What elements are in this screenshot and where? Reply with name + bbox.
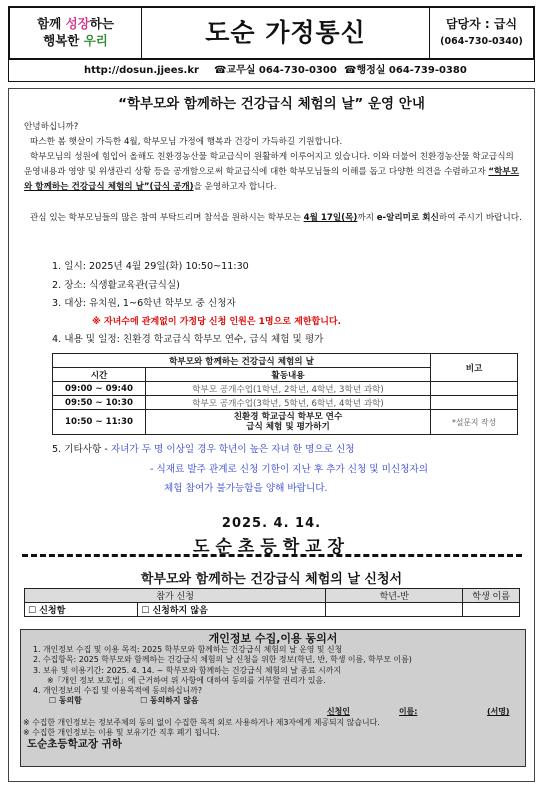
signature-label[interactable]: (서명) <box>487 706 510 716</box>
disagree-checkbox[interactable]: ☐ 동의하지 않음 <box>140 696 199 706</box>
admin-office-phone: ☎행정실 064-739-0380 <box>344 65 467 76</box>
agree-checkbox[interactable]: ☐ 동의함 <box>49 696 82 706</box>
slogan-highlight-us: 우리 <box>83 33 108 48</box>
newsletter-header <box>8 6 535 60</box>
col-grade-class: 학년-반 <box>326 589 463 603</box>
issue-date: 2025. 4. 14. <box>221 516 322 531</box>
event-name-emphasis: “학부모와 함께하는 건강급식 체험의 날”(급식 공개) <box>24 167 519 193</box>
schedule-col-activity: 활동내용 <box>146 368 431 382</box>
grade-class-field[interactable] <box>326 603 463 617</box>
item-place: 2. 장소: 식생활교육관(급식실) <box>52 280 180 291</box>
purpose-paragraph: 학부모님의 성원에 힘입어 올해도 친환경농산물 학교급식이 원활하게 이루어지고 있습니다. 이와 더불어 친환경농산물 학교급식의 운영내용과 영양 및 위생관리 상황 등을 공개함으로써 학교급식에 대한 학부모님들의 이해를 돕고 다양한 의견을 수렴하고자 “학부모와 함께하는 건강급식 체험의 날”(급식 공개)을 운영하고자 합니다. <box>24 152 519 193</box>
apply-no-checkbox[interactable]: ☐ 신청하지 않음 <box>138 603 326 617</box>
privacy-items: 2. 수집항목: 2025 학부모와 함께하는 건강급식 체험의 날 신청을 위한 정보(학년, 반, 학생 이름, 학부모 이름) <box>33 655 412 665</box>
col-student-name: 학생 이름 <box>463 589 520 603</box>
greeting: 안녕하십니까? <box>24 122 79 132</box>
manager-box <box>429 8 533 58</box>
privacy-purpose: 1. 개인정보 수집 및 이용 목적: 2025 학부모와 함께하는 건강급식 체험의 날 운영 및 신청 <box>33 645 343 654</box>
teachers-office-phone: ☎교무실 064-730-0300 <box>214 65 337 76</box>
application-table <box>24 588 520 617</box>
newsletter-title: 도순 가정통신 <box>205 18 366 47</box>
privacy-right-note: ※「개인 정보 보호법」에 근거하여 위 사항에 대하여 동의를 거부할 권리가 있음. <box>47 675 326 685</box>
privacy-period: 3. 보유 및 이용기간: 2025. 4. 14. ~ 학부모와 함께하는 건강급식 체험의 날 종료 시까지 <box>33 665 342 675</box>
table-row: 09:50 ~ 10:30 학부모 공개수업(3학년, 5학년, 6학년, 4학년 과학) <box>53 396 518 410</box>
privacy-consent-box <box>20 629 526 767</box>
manager-phone: (064-730-0340) <box>440 36 523 47</box>
item-other: 5. 기타사항 - 자녀가 두 명 이상일 경우 학년이 높은 자녀 한 명으로 신청 <box>52 444 355 455</box>
other-note-2a: - 식재료 발주 관계로 신청 기한이 지난 후 추가 신청 및 미신청자의 <box>150 464 428 475</box>
privacy-title: 개인정보 수집,이용 동의서 <box>208 632 338 645</box>
applicant-label: 신청인 <box>327 706 350 716</box>
cut-line <box>22 554 522 557</box>
limit-notice: ※ 자녀수에 관계없이 가정당 신청 인원은 1명으로 제한합니다. <box>92 317 342 327</box>
school-principal: 도순초등학교장 <box>193 537 350 557</box>
schedule-col-time: 시간 <box>53 368 146 382</box>
table-row: 09:00 ~ 09:40 학부모 공개수업(1학년, 2학년, 4학년, 3학년 과학) <box>53 382 518 396</box>
slogan-box <box>10 8 142 58</box>
contact-bar <box>8 60 535 82</box>
item-content: 4. 내용 및 일정: 친환경 학교급식 학부모 연수, 급식 체험 및 평가 <box>52 334 324 345</box>
privacy-note-1: ※ 수집한 개인정보는 정보주체의 동의 없이 수집한 목적 외로 사용하거나 제3자에게 제공되지 않습니다. <box>23 717 380 727</box>
other-note-1: 자녀가 두 명 이상일 경우 학년이 높은 자녀 한 명으로 신청 <box>110 444 355 455</box>
applicant-name-label[interactable]: 이름: <box>399 706 418 716</box>
apply-yes-checkbox[interactable]: ☐ 신청함 <box>25 603 138 617</box>
schedule-caption: 학부모와 함께하는 건강급식 체험의 날 <box>53 354 431 368</box>
schedule-table <box>52 353 518 435</box>
item-target: 3. 대상: 유치원, 1~6학년 학부모 중 신청자 <box>52 298 236 309</box>
reply-paragraph: 관심 있는 학부모님들의 많은 참여 부탁드리며 참석을 원하시는 학부모는 4월 17일(목)까지 e-알리미로 회신하여 주시기 바랍니다. <box>30 213 522 223</box>
application-form-title: 학부모와 함께하는 건강급식 체험의 날 신청서 <box>140 572 403 587</box>
privacy-note-2: ※ 수집한 개인정보는 이용 및 보유기간 직후 폐기 됩니다. <box>23 728 220 738</box>
signature-line <box>21 707 525 718</box>
student-name-field[interactable] <box>463 603 520 617</box>
schedule-col-note: 비고 <box>431 354 518 382</box>
other-note-2b: 체험 참여가 불가능함을 양해 바랍니다. <box>164 483 328 494</box>
school-website-link[interactable]: http://dosun.jjees.kr <box>84 65 199 76</box>
privacy-question: 4. 개인정보의 수집 및 이용목적에 동의하십니까? <box>33 686 203 696</box>
document-title: “학부모와 함께하는 건강급식 체험의 날” 운영 안내 <box>118 96 425 112</box>
col-apply: 참가 신청 <box>25 589 326 603</box>
school-slogan: 함께 성장하는 행복한 우리 <box>37 16 114 48</box>
privacy-addressee: 도순초등학교장 귀하 <box>27 738 122 751</box>
slogan-highlight-growth: 성장 <box>65 16 90 31</box>
deadline-emphasis: 4월 17일(목) <box>303 213 358 223</box>
item-date: 1. 일시: 2025년 4월 29일(화) 10:50~11:30 <box>52 261 249 272</box>
manager-label: 담당자 : 급식 <box>445 17 518 31</box>
reply-method-emphasis: e-알리미로 회신 <box>376 213 439 223</box>
table-row: 10:50 ~ 11:30 친환경 학교급식 학부모 연수 급식 체험 및 평가하기 *설문지 작성 <box>53 410 518 435</box>
intro-paragraph: 따스한 봄 햇살이 가득한 4월, 학부모님 가정에 행복과 건강이 가득하길 기원합니다. <box>30 137 343 147</box>
